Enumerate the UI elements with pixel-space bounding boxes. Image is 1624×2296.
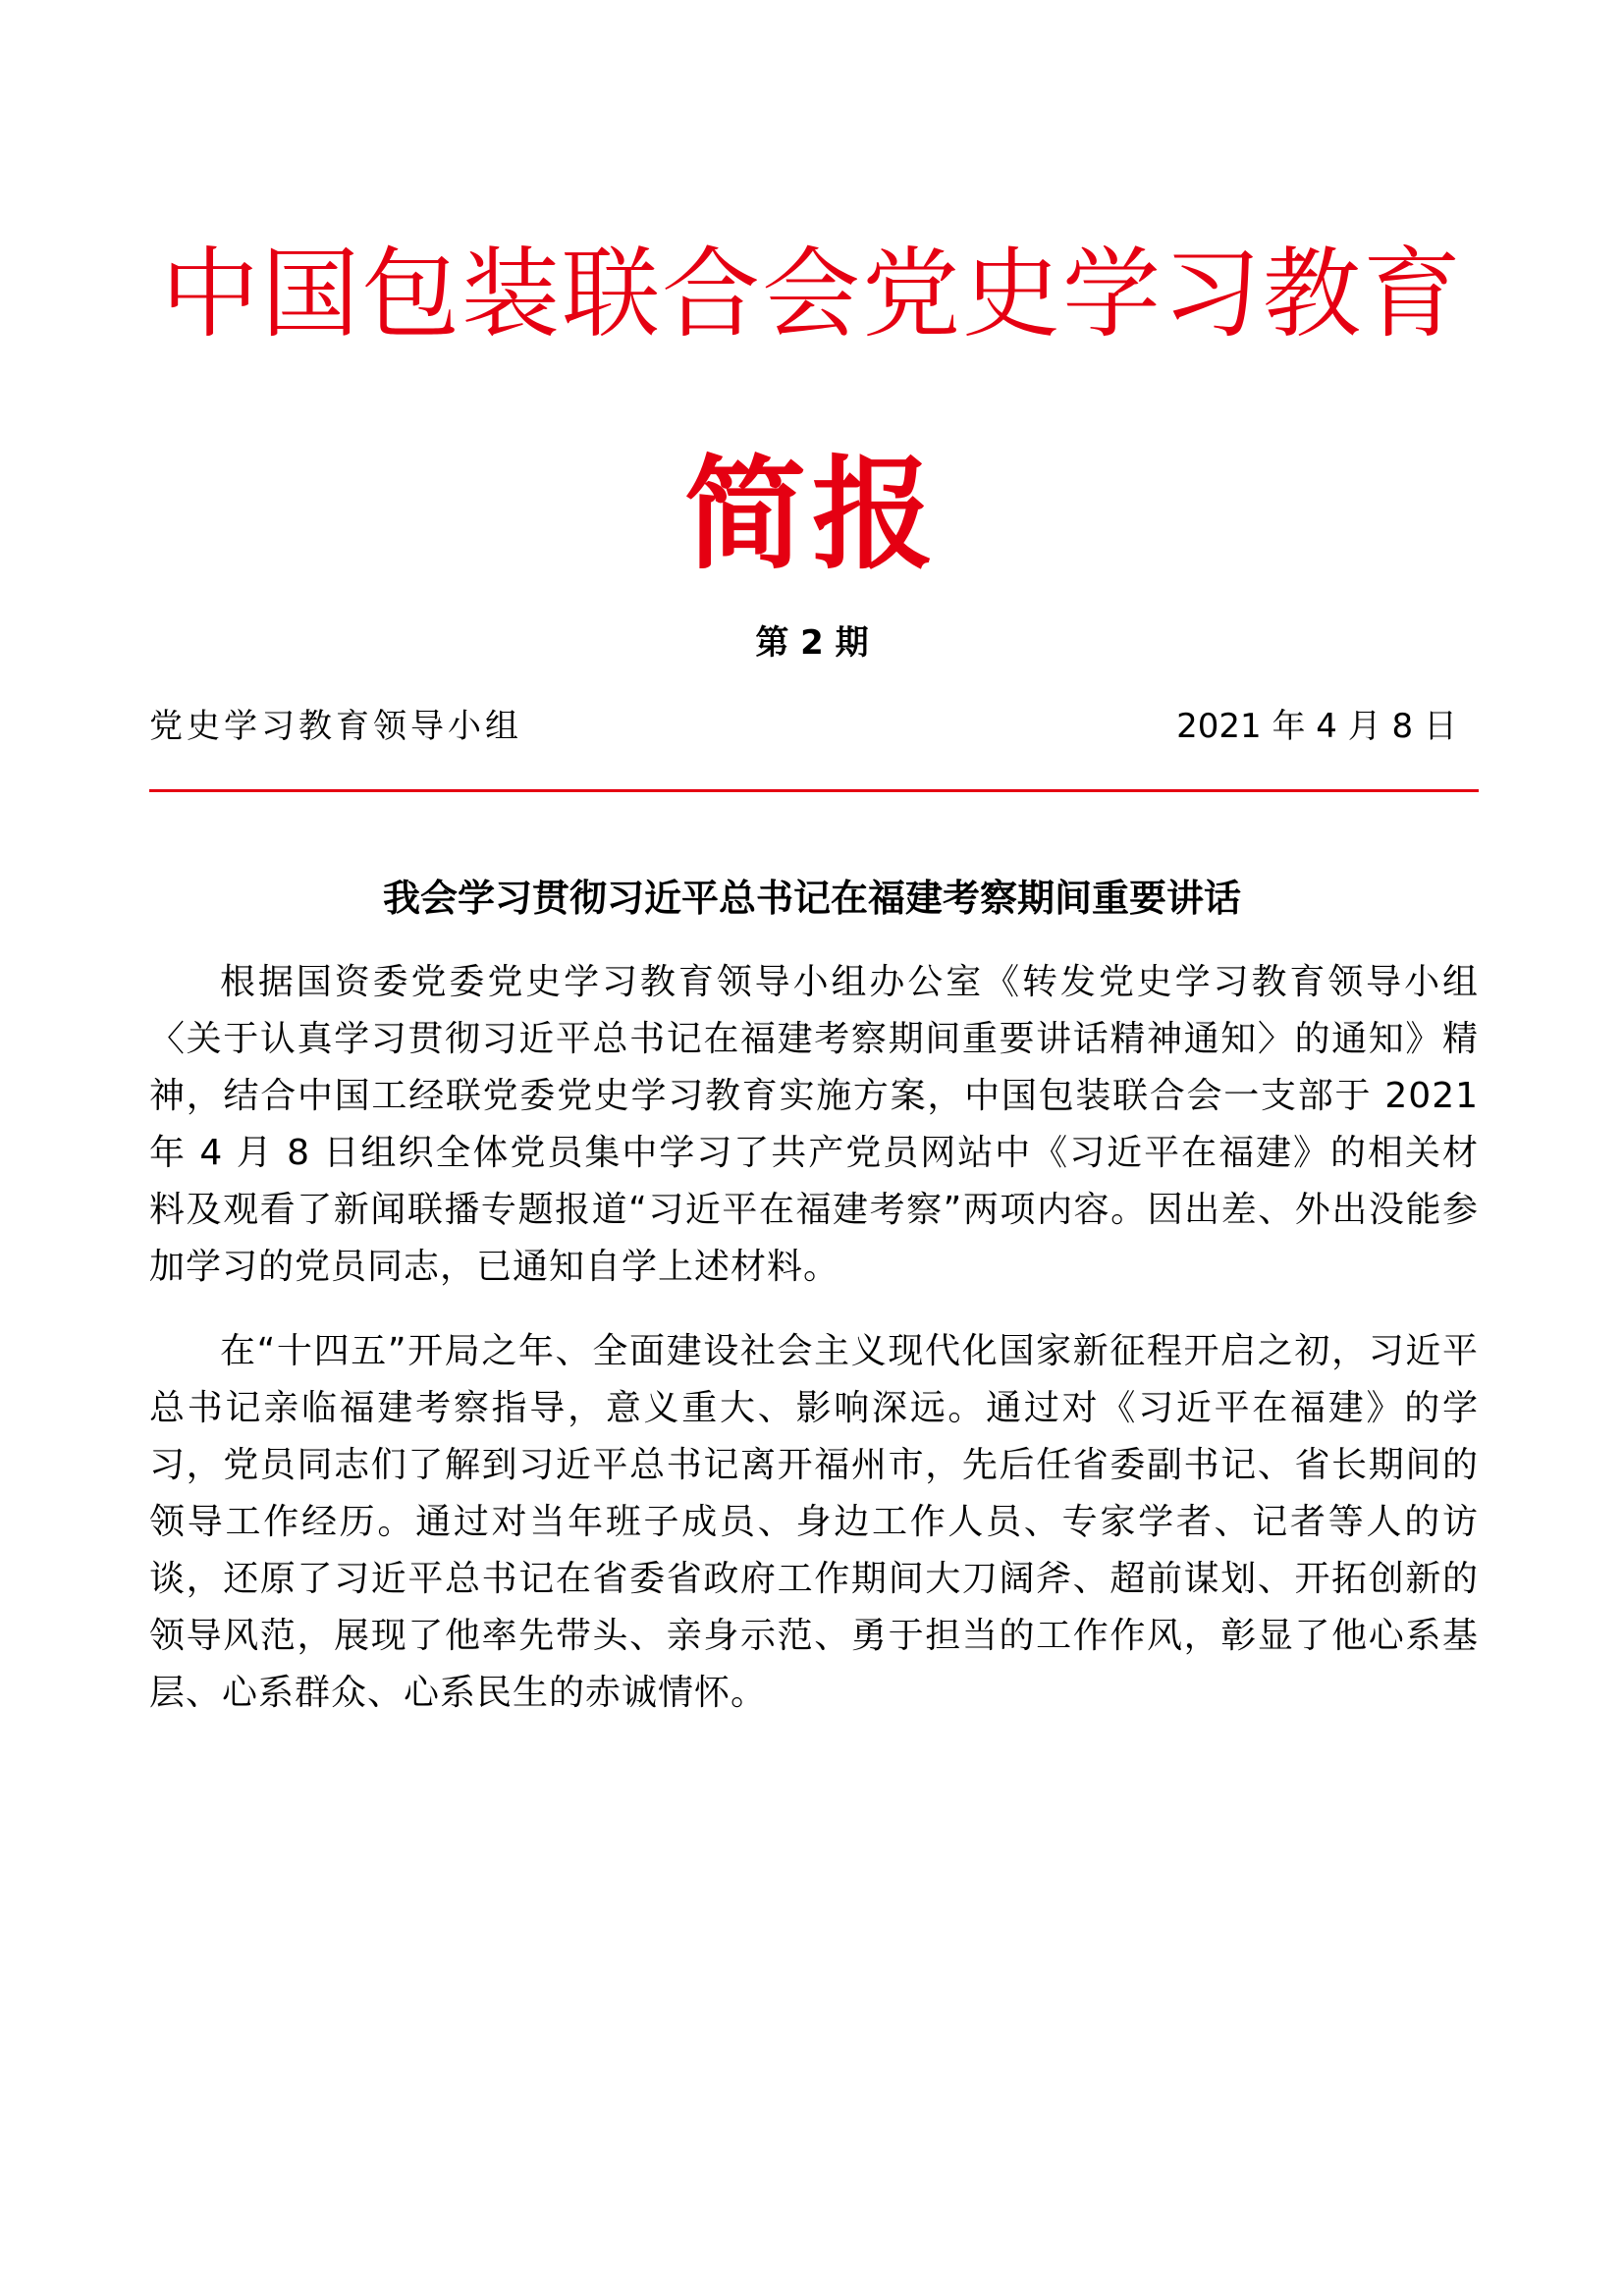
article-body	[149, 954, 1479, 1749]
issuer: 党史学习教育领导小组	[149, 707, 522, 746]
issue-date: 2021 年 4 月 8 日	[1176, 707, 1457, 746]
issue-number: 第 2 期	[755, 623, 869, 663]
article-title: 我会学习贯彻习近平总书记在福建考察期间重要讲话	[382, 877, 1241, 920]
masthead-subtitle: 简报	[683, 445, 940, 586]
article-paragraph: 根据国资委党委党史学习教育领导小组办公室《转发党史学习教育领导小组〈关于认真学习贯彻习近平总书记在福建考察期间重要讲话精神通知〉的通知》精神，结合中国工经联党委党史学习教育实施方案，中国包装联合会一支部于 2021 年 4 月 8 日组织全体党员集中学习了共产党员网站中《习近平在福建》的相关材料及观看了新闻联播专题报道“习近平在福建考察”两项内容。因出差、外出没能参加学习的党员同志，已通知自学上述材料。	[149, 962, 1479, 1287]
masthead-title: 中国包装联合会党史学习教育	[161, 237, 1463, 351]
article-paragraph: 在“十四五”开局之年、全面建设社会主义现代化国家新征程开启之初，习近平总书记亲临福建考察指导，意义重大、影响深远。通过对《习近平在福建》的学习，党员同志们了解到习近平总书记离开福州市，先后任省委副书记、省长期间的领导工作经历。通过对当年班子成员、身边工作人员、专家学者、记者等人的访谈，还原了习近平总书记在省委省政府工作期间大刀阔斧、超前谋划、开拓创新的领导风范，展现了他率先带头、亲身示范、勇于担当的工作作风，彰显了他心系基层、心系群众、心系民生的赤诚情怀。	[149, 1331, 1479, 1713]
red-divider	[149, 789, 1479, 792]
